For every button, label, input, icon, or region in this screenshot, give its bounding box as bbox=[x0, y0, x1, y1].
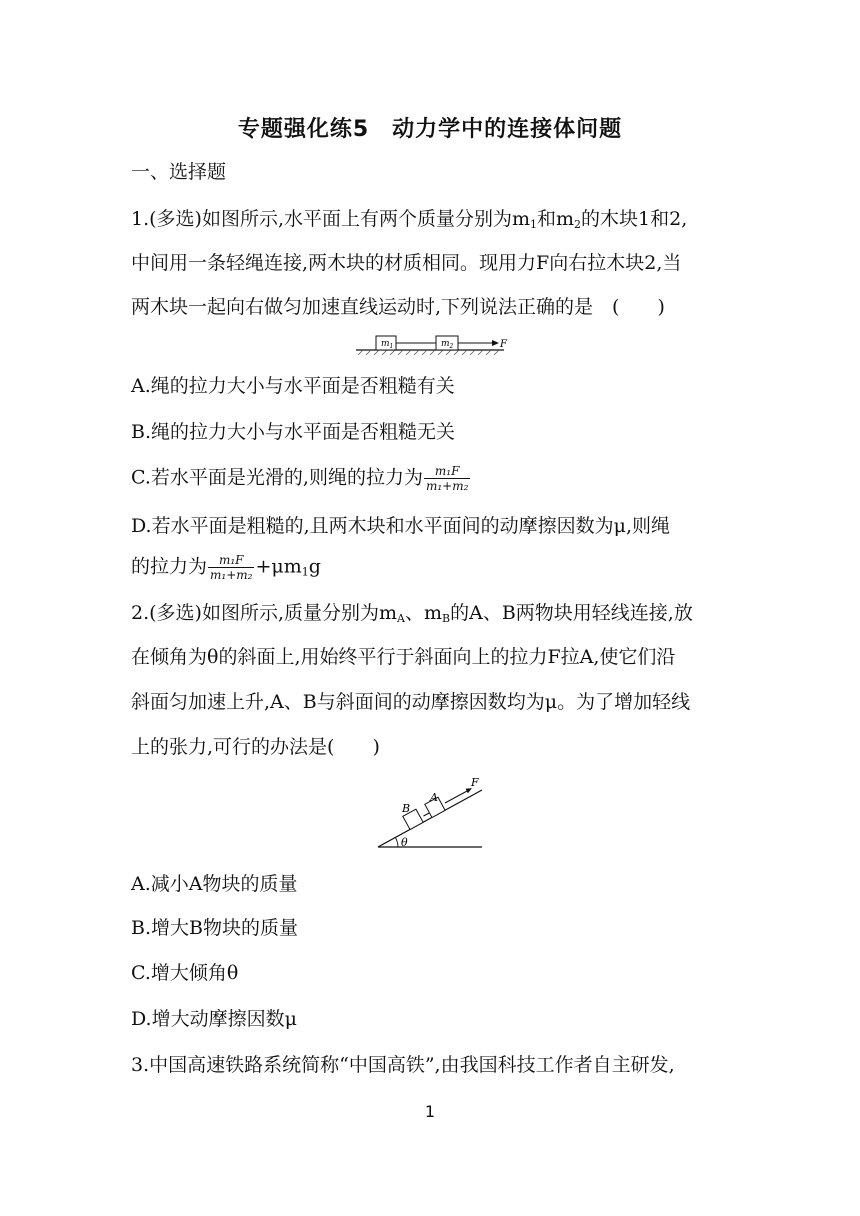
subscript: 1 bbox=[301, 565, 309, 579]
block-a-label: A bbox=[430, 791, 438, 804]
arrowhead-icon bbox=[492, 340, 499, 346]
subscript: B bbox=[442, 612, 451, 625]
q1-option-d-line-2 bbox=[131, 553, 731, 585]
q2-option-a: A.减小A物块的质量 bbox=[131, 873, 298, 895]
q1-line-2: 中间用一条轻绳连接,两木块的材质相同。现用力F向右拉木块2,当 bbox=[131, 252, 682, 274]
q2-option-d: D.增大动摩擦因数μ bbox=[131, 1008, 297, 1030]
option-text: g bbox=[308, 555, 321, 578]
q1-text: 和m bbox=[537, 208, 575, 230]
q2-line-1 bbox=[131, 601, 731, 631]
page-title: 专题强化练5 动力学中的连接体问题 bbox=[237, 117, 623, 142]
q1-option-b: B.绳的拉力大小与水平面是否粗糙无关 bbox=[131, 421, 456, 443]
block-2-label: $m_2$ bbox=[441, 339, 454, 350]
q2-line-4: 上的张力,可行的办法是( ) bbox=[131, 736, 380, 758]
force-label: F bbox=[500, 339, 507, 350]
q2-text: 2.(多选)如图所示,质量分别为m bbox=[131, 602, 398, 624]
section-heading: 一、选择题 bbox=[131, 161, 227, 183]
block-1-label: $m_1$ bbox=[381, 339, 394, 350]
option-text: 的拉力为 bbox=[131, 555, 208, 578]
force-label: F bbox=[471, 776, 479, 789]
subscript: 2 bbox=[574, 218, 582, 231]
q2-line-2: 在倾角为θ的斜面上,用始终平行于斜面向上的拉力F拉A,使它们沿 bbox=[131, 646, 676, 668]
q2-option-b: B.增大B物块的质量 bbox=[131, 917, 298, 939]
q1-option-a: A.绳的拉力大小与水平面是否粗糙有关 bbox=[131, 375, 455, 397]
q1-text: 1.(多选)如图所示,水平面上有两个质量分别为m bbox=[131, 208, 531, 230]
subscript: A bbox=[397, 612, 405, 625]
fraction: $\frac{\text{m₁F}}{\text{m₁+m₂}}$ bbox=[425, 464, 469, 493]
q3-line-1: 3.中国高速铁路系统简称“中国高铁”,由我国科技工作者自主研发, bbox=[131, 1054, 675, 1076]
q2-text: 的A、B两物块用轻线连接,放 bbox=[450, 602, 693, 624]
block-b-label: B bbox=[402, 802, 411, 815]
fraction: $\frac{\text{m₁F}}{\text{m₁+m₂}}$ bbox=[210, 553, 253, 582]
q2-text: 、m bbox=[404, 602, 442, 624]
q1-figure bbox=[354, 333, 510, 359]
q1-option-d-line-1: D.若水平面是粗糙的,且两木块和水平面间的动摩擦因数为μ,则绳 bbox=[131, 515, 671, 537]
option-text: C.若水平面是光滑的,则绳的拉力为 bbox=[131, 466, 423, 489]
q1-line-3: 两木块一起向右做匀加速直线运动时,下列说法正确的是 ( ) bbox=[131, 296, 665, 318]
page-number: 1 bbox=[424, 1102, 436, 1121]
pull-force-arrow bbox=[445, 791, 468, 804]
q1-line-1 bbox=[131, 207, 731, 237]
q1-text: 的木块1和2, bbox=[581, 208, 688, 230]
angle-label: θ bbox=[401, 836, 408, 849]
subscript: 1 bbox=[530, 218, 538, 231]
option-text: +μm bbox=[255, 555, 302, 578]
q2-line-3: 斜面匀加速上升,A、B与斜面间的动摩擦因数均为μ。为了增加轻线 bbox=[131, 691, 691, 713]
q2-option-c: C.增大倾角θ bbox=[131, 962, 239, 984]
q2-incline-figure bbox=[374, 770, 486, 852]
ground-hatching bbox=[358, 350, 499, 355]
angle-arc bbox=[396, 838, 399, 847]
arrowhead-icon bbox=[466, 788, 473, 793]
q1-option-c bbox=[131, 464, 731, 493]
